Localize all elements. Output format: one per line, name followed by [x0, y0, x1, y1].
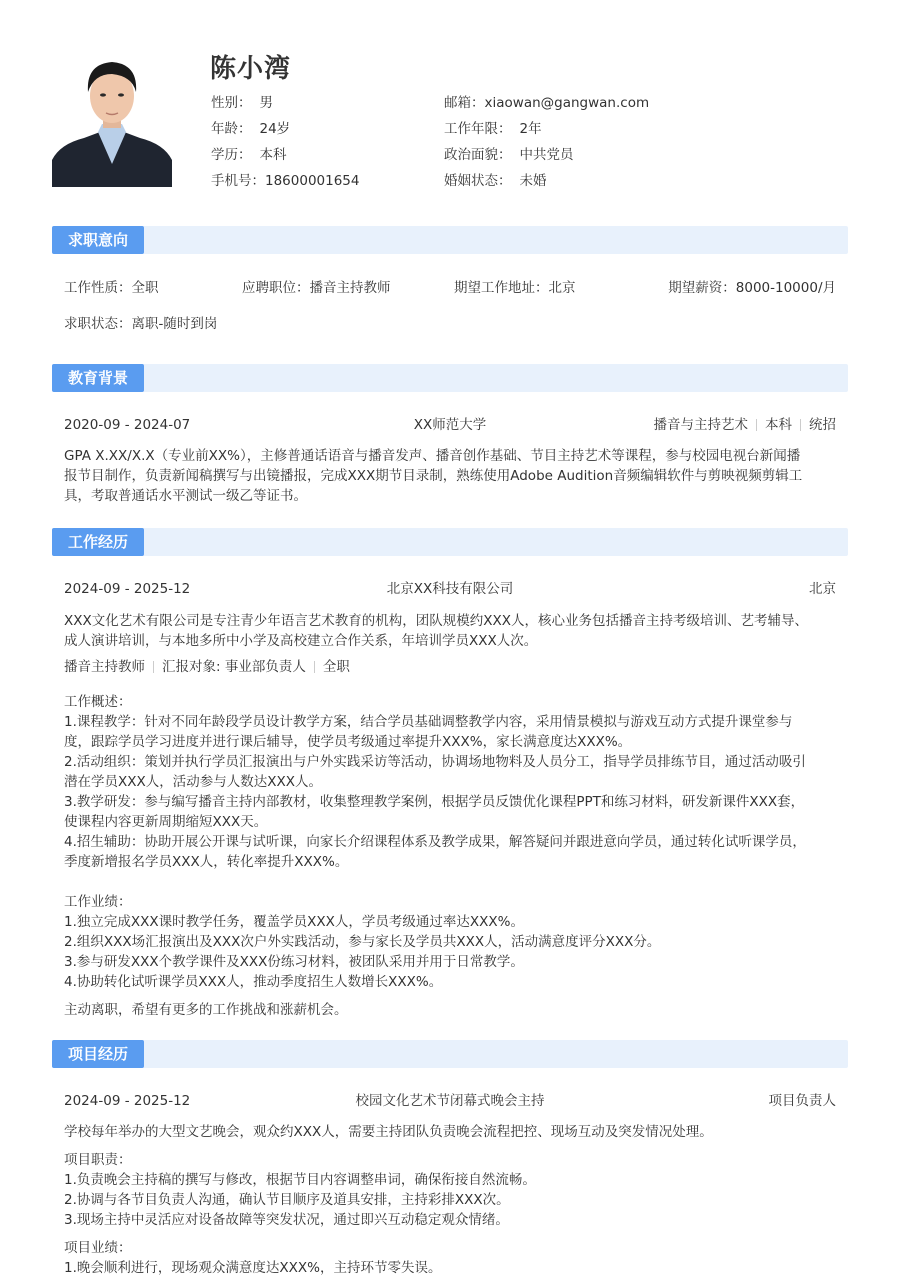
work-leave-reason: 主动离职，希望有更多的工作挑战和涨薪机会。	[64, 1002, 348, 1018]
info-marital-status: 婚姻状态： 未婚	[444, 173, 547, 189]
work-company: 北京XX科技有限公司	[386, 581, 514, 597]
work-company-intro: XXX文化艺术有限公司是专注青少年语言艺术教育的机构，团队规模约XXX人，核心业务包括播音主持考级培训、艺考辅导、 成人演讲培训，与本地多所中小学及高校建立合作关系，年培训学员XXX人次。	[64, 613, 808, 649]
section-header-job-intent	[52, 226, 848, 254]
info-work-years: 工作年限： 2年	[444, 121, 542, 137]
section-title: 工作经历	[52, 528, 144, 556]
project-entry-header	[64, 1091, 836, 1111]
intent-work-type: 工作性质：全职	[64, 280, 159, 296]
divider	[314, 661, 315, 673]
education-meta: 播音与主持艺术 本科 统招	[653, 417, 836, 433]
section-header-work	[52, 528, 848, 556]
divider	[153, 661, 154, 673]
intent-location: 期望工作地址：北京	[454, 280, 576, 296]
intent-position: 应聘职位：播音主持教师	[242, 280, 391, 296]
divider	[800, 419, 801, 431]
work-entry-header	[64, 579, 836, 599]
profile-photo	[52, 52, 172, 187]
work-overview-title: 工作概述：	[64, 694, 132, 710]
project-period: 2024-09 - 2025-12	[64, 1093, 191, 1109]
info-political-status: 政治面貌： 中共党员	[444, 147, 574, 163]
candidate-name: 陈小湾	[210, 54, 292, 84]
education-description: GPA X.XX/X.X（专业前XX%），主修普通话语音与播音发声、播音创作基础、节目主持艺术等课程，参与校园电视台新闻播 报节目制作，负责新闻稿撰写与出镜播报，完成XXX期节目录制，熟练使用Adobe Audition音频编辑软件与剪映视频剪辑工 具，考取普通话水平测试一级乙等证书。	[64, 448, 803, 504]
intent-salary: 期望薪资：8000-10000/月	[668, 280, 836, 296]
work-details: 工作概述： 1.课程教学：针对不同年龄段学员设计教学方案，结合学员基础调整教学内容，采用情景模拟与游戏互动方式提升课堂参与 度，跟踪学员学习进度并进行课后辅导，使学员考级通过率提升XXX%，家长满意度达XXX%。 2.活动组织：策划并执行学员汇报演出与户外实践采访等活动，协调场地物料及人员分工，指导学员排练节目，通过活动吸引 潜在学员XXX人，活动参与人数达XXX人。 3.教学研发：参与编写播音主持内部教材，收集整理教学案例，根据学员反馈优化课程PPT和练习材料，研发新课件XXX套， 使课程内容更新周期缩短XXX天。 4.招生辅助：协助开展公开课与试听课，向家长介绍课程体系及教学成果，解答疑问并跟进意向学员，通过转化试听课学员， 季度新增报名学员XXX人，转化率提升XXX%。 工作业绩： 1.独立完成XXX课时教学任务，覆盖学员XXX人，学员考级通过率达XXX%。 2.组织XXX场汇报演出及XXX次户外实践活动，参与家长及学员共XXX人，活动满意度评分XXX分。 3.参与研发XXX个教学课件及XXX份练习材料，被团队采用并用于日常教学。 4.协助转化试听课学员XXX人，推动季度招生人数增长XXX%。 主动离职，希望有更多的工作挑战和涨薪机会。	[64, 692, 839, 1020]
section-title: 教育背景	[52, 364, 144, 392]
info-gender: 性别： 男	[211, 95, 273, 111]
info-education: 学历： 本科	[211, 147, 287, 163]
info-phone: 手机号：18600001654	[211, 173, 360, 189]
info-email: 邮箱：xiaowan@gangwan.com	[444, 95, 650, 111]
project-details: 学校每年举办的大型文艺晚会，观众约XXX人，需要主持团队负责晚会流程把控、现场互动及突发情况处理。 项目职责： 1.负责晚会主持稿的撰写与修改，根据节目内容调整串词，确保衔接自然流畅。 2.协调与各节目负责人沟通，确认节目顺序及道具安排，主持彩排XXX次。 3.现场主持中灵活应对设备故障等突发状况，通过即兴互动稳定观众情绪。 项目业绩： 1.晚会顺利进行，现场观众满意度达XXX%，主持环节零失误。	[64, 1122, 839, 1278]
intent-status: 求职状态：离职-随时到岗	[64, 316, 218, 332]
section-title: 求职意向	[52, 226, 144, 254]
project-name: 校园文化艺术节闭幕式晚会主持	[355, 1093, 545, 1109]
section-header-project	[52, 1040, 848, 1068]
education-period: 2020-09 - 2024-07	[64, 417, 191, 433]
work-role-line: 播音主持教师 汇报对象: 事业部负责人 全职	[64, 659, 350, 675]
basic-info-left	[211, 90, 359, 194]
work-city: 北京	[809, 581, 836, 597]
work-achievement-title: 工作业绩：	[64, 894, 132, 910]
project-result-title: 项目业绩：	[64, 1240, 132, 1256]
project-description: 学校每年举办的大型文艺晚会，观众约XXX人，需要主持团队负责晚会流程把控、现场互动及突发情况处理。	[64, 1124, 713, 1140]
project-duty-title: 项目职责：	[64, 1152, 132, 1168]
avatar-portrait-icon	[52, 52, 172, 187]
education-school: XX师范大学	[413, 417, 487, 433]
education-entry-header	[64, 415, 836, 435]
info-age: 年龄： 24岁	[211, 121, 291, 137]
section-title: 项目经历	[52, 1040, 144, 1068]
section-header-education	[52, 364, 848, 392]
work-period: 2024-09 - 2025-12	[64, 581, 191, 597]
divider	[756, 419, 757, 431]
project-role: 项目负责人	[768, 1093, 836, 1109]
basic-info-right	[444, 90, 649, 194]
